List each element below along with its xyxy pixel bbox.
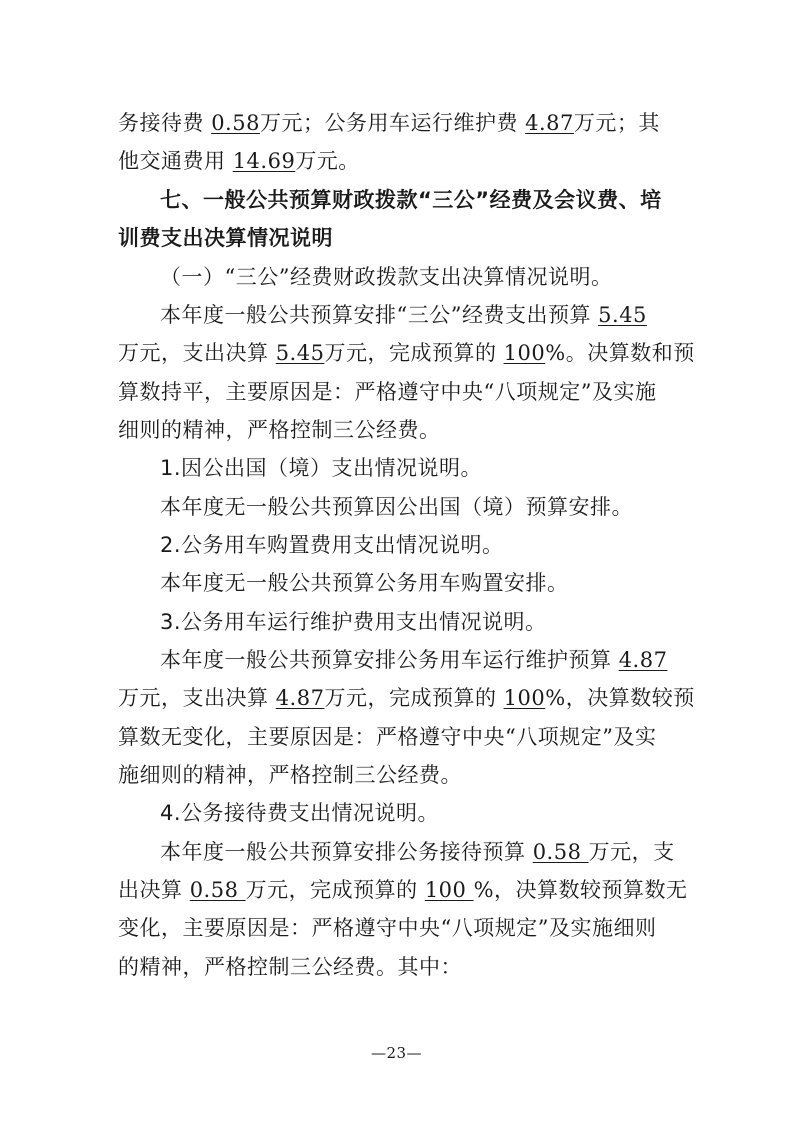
text-line: 本年度无一般公共预算公务用车购置安排。 <box>160 571 569 595</box>
text-line: 本年度无一般公共预算因公出国（境）预算安排。 <box>160 495 633 519</box>
text-line: 细则的精神，严格控制三公经费。 <box>118 418 441 442</box>
item-heading: 2.公务用车购置费用支出情况说明。 <box>160 533 504 557</box>
text-line: 本年度一般公共预算安排“三公”经费支出预算 5.45 <box>160 303 647 327</box>
text-line: 算数持平，主要原因是：严格遵守中央“八项规定”及实施 <box>118 380 657 404</box>
text-line: 务接待费 0.58万元；公务用车运行维护费 4.87万元；其 <box>118 111 660 135</box>
text-line: 的精神，严格控制三公经费。其中： <box>118 955 462 979</box>
item-heading: 1.因公出国（境）支出情况说明。 <box>160 456 483 480</box>
text-line: 他交通费用 14.69万元。 <box>118 149 360 173</box>
text-line: 本年度一般公共预算安排公务接待预算 0.58 万元，支 <box>160 840 675 864</box>
text-line: 本年度一般公共预算安排公务用车运行维护预算 4.87 <box>160 648 668 672</box>
item-heading: 3.公务用车运行维护费用支出情况说明。 <box>160 610 547 634</box>
text-line: 万元，支出决算 5.45万元，完成预算的 100%。决算数和预 <box>118 341 695 365</box>
text-line: 变化，主要原因是：严格遵守中央“八项规定”及实施细则 <box>118 916 657 940</box>
text-line: 算数无变化，主要原因是：严格遵守中央“八项规定”及实 <box>118 725 657 749</box>
item-heading: 4.公务接待费支出情况说明。 <box>160 801 440 825</box>
page-number: —23— <box>370 1044 423 1062</box>
text-line: 施细则的精神，严格控制三公经费。 <box>118 763 462 787</box>
section-heading-cont: 训费支出决算情况说明 <box>118 226 333 250</box>
subsection-heading: （一）“三公”经费财政拨款支出决算情况说明。 <box>160 265 613 289</box>
text-line: 万元，支出决算 4.87万元，完成预算的 100%，决算数较预 <box>118 686 695 710</box>
text-line: 出决算 0.58 万元，完成预算的 100 %，决算数较预算数无 <box>118 878 688 902</box>
section-heading: 七、一般公共预算财政拨款“三公”经费及会议费、培 <box>160 188 662 212</box>
